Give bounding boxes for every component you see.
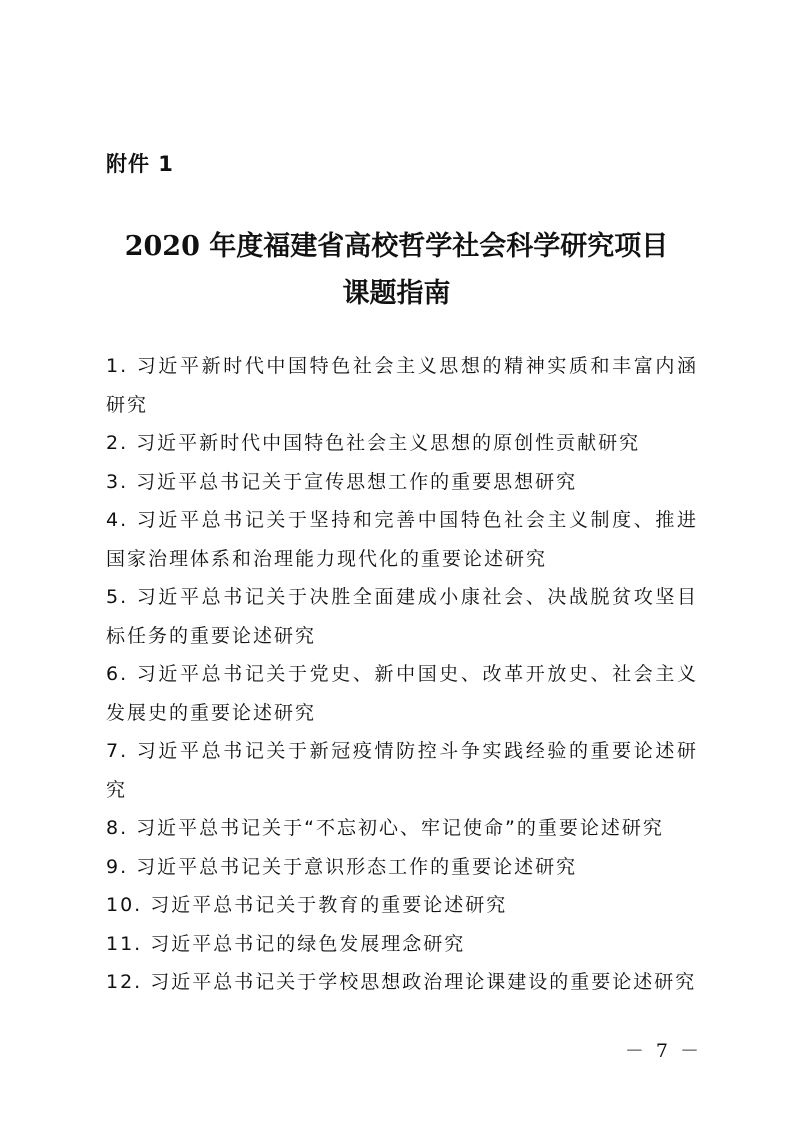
title-line-2: 课题指南 — [342, 278, 451, 309]
topic-item: 2. 习近平新时代中国特色社会主义思想的原创性贡献研究 — [106, 432, 641, 454]
page-number: － 7 － — [624, 1040, 702, 1062]
topic-item: 6. 习近平总书记关于党史、新中国史、改革开放史、社会主义发展史的重要论述研究 — [106, 663, 698, 724]
topic-item: 8. 习近平总书记关于“不忘初心、牢记使命”的重要论述研究 — [106, 817, 664, 839]
topic-item: 9. 习近平总书记关于意识形态工作的重要论述研究 — [106, 855, 578, 878]
topic-item: 5. 习近平总书记关于决胜全面建成小康社会、决战脱贫攻坚目标任务的重要论述研究 — [106, 586, 698, 647]
title-line-1: 2020 年度福建省高校哲学社会科学研究项目 — [124, 231, 669, 262]
topic-item: 10. 习近平总书记关于教育的重要论述研究 — [106, 894, 508, 916]
topic-item: 12. 习近平总书记关于学校思想政治理论课建设的重要论述研究 — [106, 971, 697, 993]
topic-item: 4. 习近平总书记关于坚持和完善中国特色社会主义制度、推进国家治理体系和治理能力现代化的重要论述研究 — [106, 509, 698, 570]
topic-list — [106, 347, 698, 1002]
topic-item: 1. 习近平新时代中国特色社会主义思想的精神实质和丰富内涵研究 — [106, 355, 698, 416]
attachment-label: 附件 1 — [106, 152, 174, 176]
topic-item: 7. 习近平总书记关于新冠疫情防控斗争实践经验的重要论述研究 — [106, 740, 698, 801]
topic-item: 3. 习近平总书记关于宣传思想工作的重要思想研究 — [106, 470, 578, 493]
topic-item: 11. 习近平总书记的绿色发展理念研究 — [106, 932, 466, 955]
document-title — [80, 223, 713, 317]
